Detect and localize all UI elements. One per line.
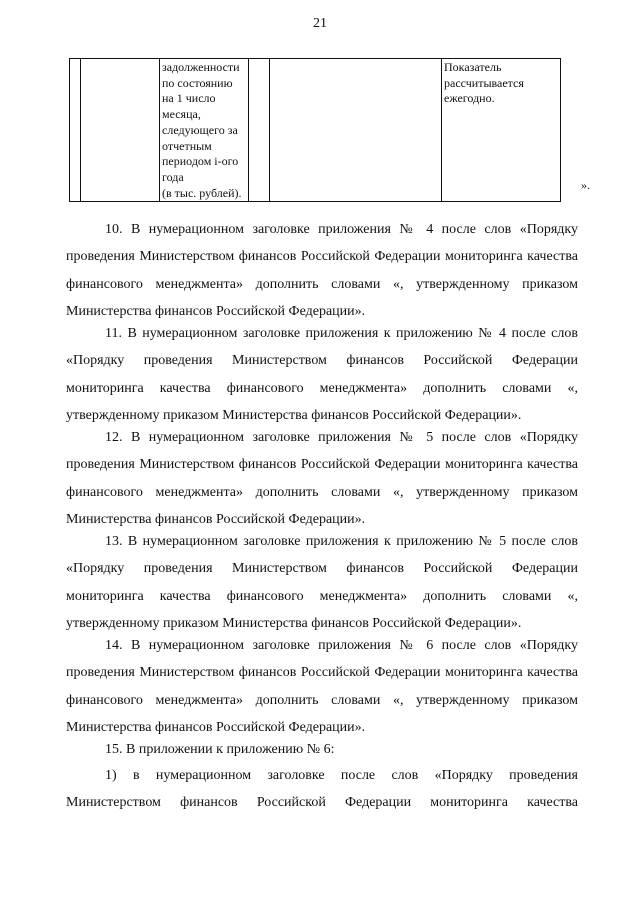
table-cell-empty [81,59,160,202]
paragraph-14: 14. В нумерационном заголовке приложения № 6 после слов «Порядку проведения Министерством финансов Российской Федерации мониторинга качества финансового менеджмента» дополнить словами «, утвержденному приказом Министерства финансов Российской Федерации». [66,638,578,736]
indicator-table [69,58,561,202]
cell-note-text: Показатель рассчитывается ежегодно. [444,60,524,106]
table-cell-empty [270,59,442,202]
table-cell-description [160,59,249,202]
subparagraph-1: 1) в нумерационном заголовке после слов «Порядку проведения Министерством финансов Российской Федерации мониторинга качества [66,768,578,811]
paragraph-12: 12. В нумерационном заголовке приложения № 5 после слов «Порядку проведения Министерством финансов Российской Федерации мониторинга качества финансового менеджмента» дополнить словами «, утвержденному приказом Министерства финансов Российской Федерации». [66,430,578,528]
table-cell-note [442,59,561,202]
page-number: 21 [313,16,327,31]
table-cell-empty [70,59,81,202]
table-cell-empty [249,59,270,202]
table-closing-quote: ». [581,178,590,192]
paragraph-10: 10. В нумерационном заголовке приложения № 4 после слов «Порядку проведения Министерством финансов Российской Федерации мониторинга качества финансового менеджмента» дополнить словами «, утвержденному приказом Министерства финансов Российской Федерации». [66,222,578,320]
paragraph-15: 15. В приложении к приложению № 6: [105,742,335,757]
table-row [70,59,561,202]
paragraph-13: 13. В нумерационном заголовке приложения к приложению № 5 после слов «Порядку проведения Министерством финансов Российской Федерации мониторинга качества финансового менеджмента» дополнить словами «, утвержденному приказом Министерства финансов Российской Федерации». [66,534,578,632]
paragraph-11: 11. В нумерационном заголовке приложения к приложению № 4 после слов «Порядку проведения Министерством финансов Российской Федерации мониторинга качества финансового менеджмента» дополнить словами «, утвержденному приказом Министерства финансов Российской Федерации». [66,326,578,424]
cell-description-text: задолженности по состоянию на 1 число месяца, следующего за отчетным периодом i-ого года (в тыс. рублей). [162,60,242,200]
